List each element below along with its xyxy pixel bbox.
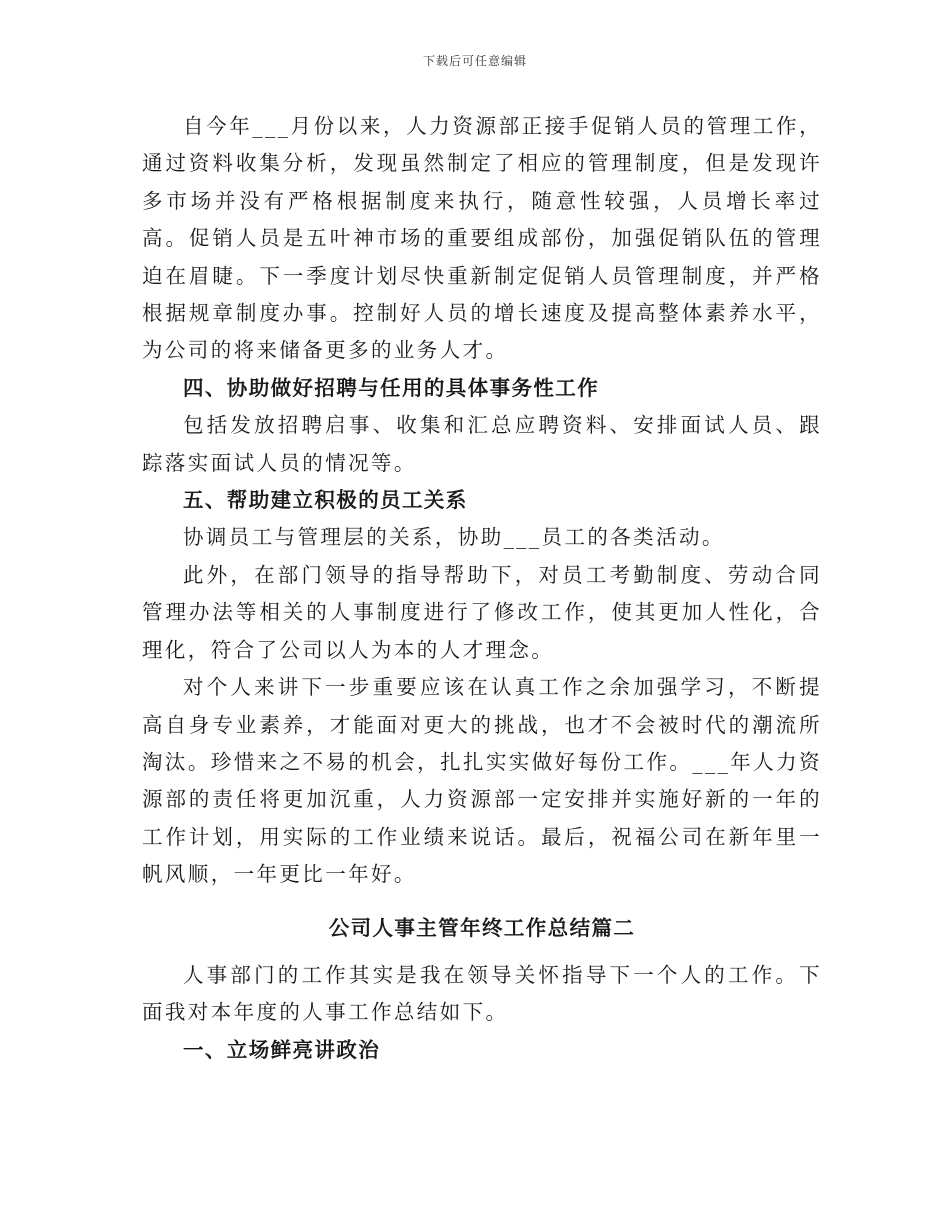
header-note: 下载后可任意编辑 [422, 54, 527, 68]
heading-section-4: 四、协助做好招聘与任用的具体事务性工作 [183, 375, 600, 400]
paragraph-personal-plan: 对个人来讲下一步重要应该在认真工作之余加强学习，不断提高自身专业素养，才能面对更大的挑战，也才不会被时代的潮流所淘汰。珍惜来之不易的机会，扎扎实实做好每份工作。___年人力资源部的责任将更加沉重，人力资源部一定安排并实施好新的一年的工作计划，用实际的工作业绩来说话。最后，祝福公司在新年里一帆风顺，一年更比一年好。 [142, 675, 822, 887]
document-body [142, 108, 822, 1069]
paragraph-recruitment: 包括发放招聘启事、收集和汇总应聘资料、安排面试人员、跟踪落实面试人员的情况等。 [142, 413, 822, 475]
heading-section-1: 一、立场鲜亮讲政治 [183, 1037, 381, 1062]
paragraph-system-revision: 此外，在部门领导的指导帮助下，对员工考勤制度、劳动合同管理办法等相关的人事制度进行了修改工作，使其更加人性化，合理化，符合了公司以人为本的人才理念。 [142, 562, 822, 662]
paragraph-promotion-staff: 自今年___月份以来，人力资源部正接手促销人员的管理工作，通过资料收集分析，发现虽然制定了相应的管理制度，但是发现许多市场并没有严格根据制度来执行，随意性较强，人员增长率过高。促销人员是五叶神市场的重要组成部份，加强促销队伍的管理迫在眉睫。下一季度计划尽快重新制定促销人员管理制度，并严格根据规章制度办事。控制好人员的增长速度及提高整体素养水平，为公司的将来储备更多的业务人才。 [142, 114, 822, 363]
heading-section-5: 五、帮助建立积极的员工关系 [183, 488, 468, 513]
section-title: 公司人事主管年终工作总结篇二 [328, 915, 636, 940]
paragraph-intro-part2: 人事部门的工作其实是我在领导关怀指导下一个人的工作。下面我对本年度的人事工作总结如下。 [142, 962, 822, 1025]
paragraph-employee-relations: 协调员工与管理层的关系，协助___员工的各类活动。 [183, 525, 725, 550]
